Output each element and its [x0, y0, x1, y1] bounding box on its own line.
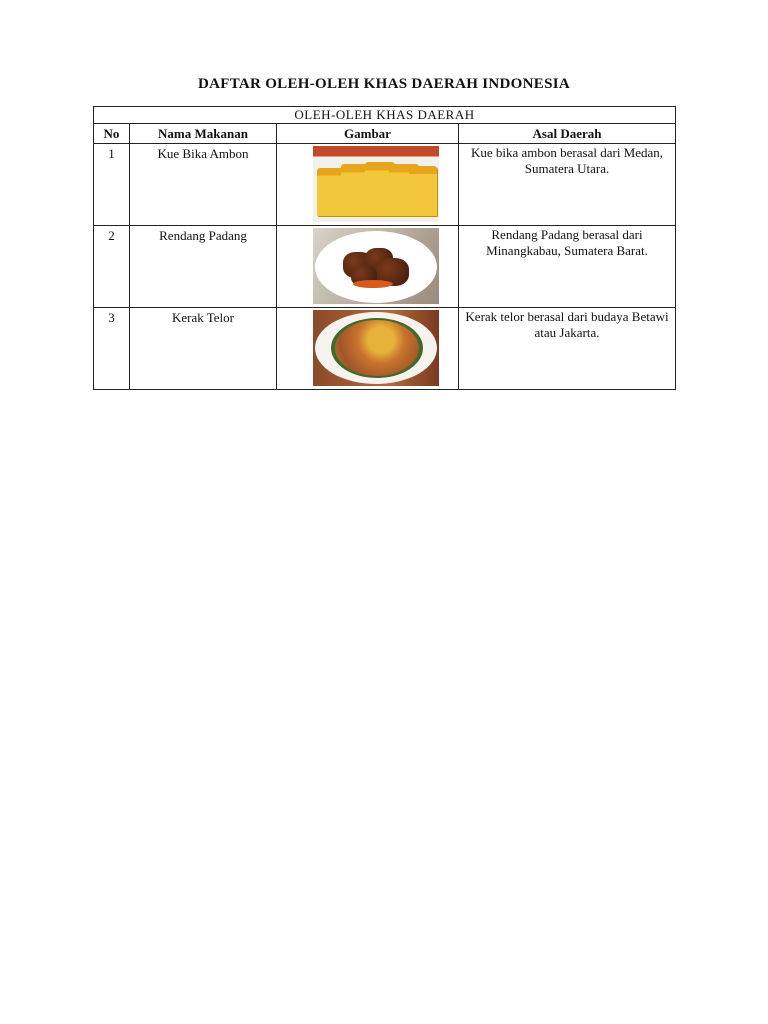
row-image-cell: [277, 226, 459, 308]
row-name: Rendang Padang: [130, 226, 277, 308]
header-no: No: [94, 124, 130, 144]
bika-ambon-photo: [313, 146, 439, 222]
header-origin: Asal Daerah: [459, 124, 676, 144]
table-caption: OLEH-OLEH KHAS DAERAH: [94, 107, 676, 124]
food-table: [93, 106, 676, 390]
row-origin: Kerak telor berasal dari budaya Betawi atau Jakarta.: [459, 308, 676, 390]
rendang-photo: [313, 228, 439, 304]
table-header-row: [94, 124, 676, 144]
row-no: 2: [94, 226, 130, 308]
header-name: Nama Makanan: [130, 124, 277, 144]
row-name: Kerak Telor: [130, 308, 277, 390]
document-title: DAFTAR OLEH-OLEH KHAS DAERAH INDONESIA: [197, 76, 570, 92]
row-origin: Kue bika ambon berasal dari Medan, Sumatera Utara.: [459, 144, 676, 226]
row-image-cell: [277, 308, 459, 390]
kerak-telor-photo: [313, 310, 439, 386]
table-row: [94, 144, 676, 226]
row-no: 1: [94, 144, 130, 226]
row-no: 3: [94, 308, 130, 390]
row-name: Kue Bika Ambon: [130, 144, 277, 226]
table-row: [94, 308, 676, 390]
row-image-cell: [277, 144, 459, 226]
row-origin: Rendang Padang berasal dari Minangkabau, Sumatera Barat.: [459, 226, 676, 308]
header-image: Gambar: [277, 124, 459, 144]
table-row: [94, 226, 676, 308]
